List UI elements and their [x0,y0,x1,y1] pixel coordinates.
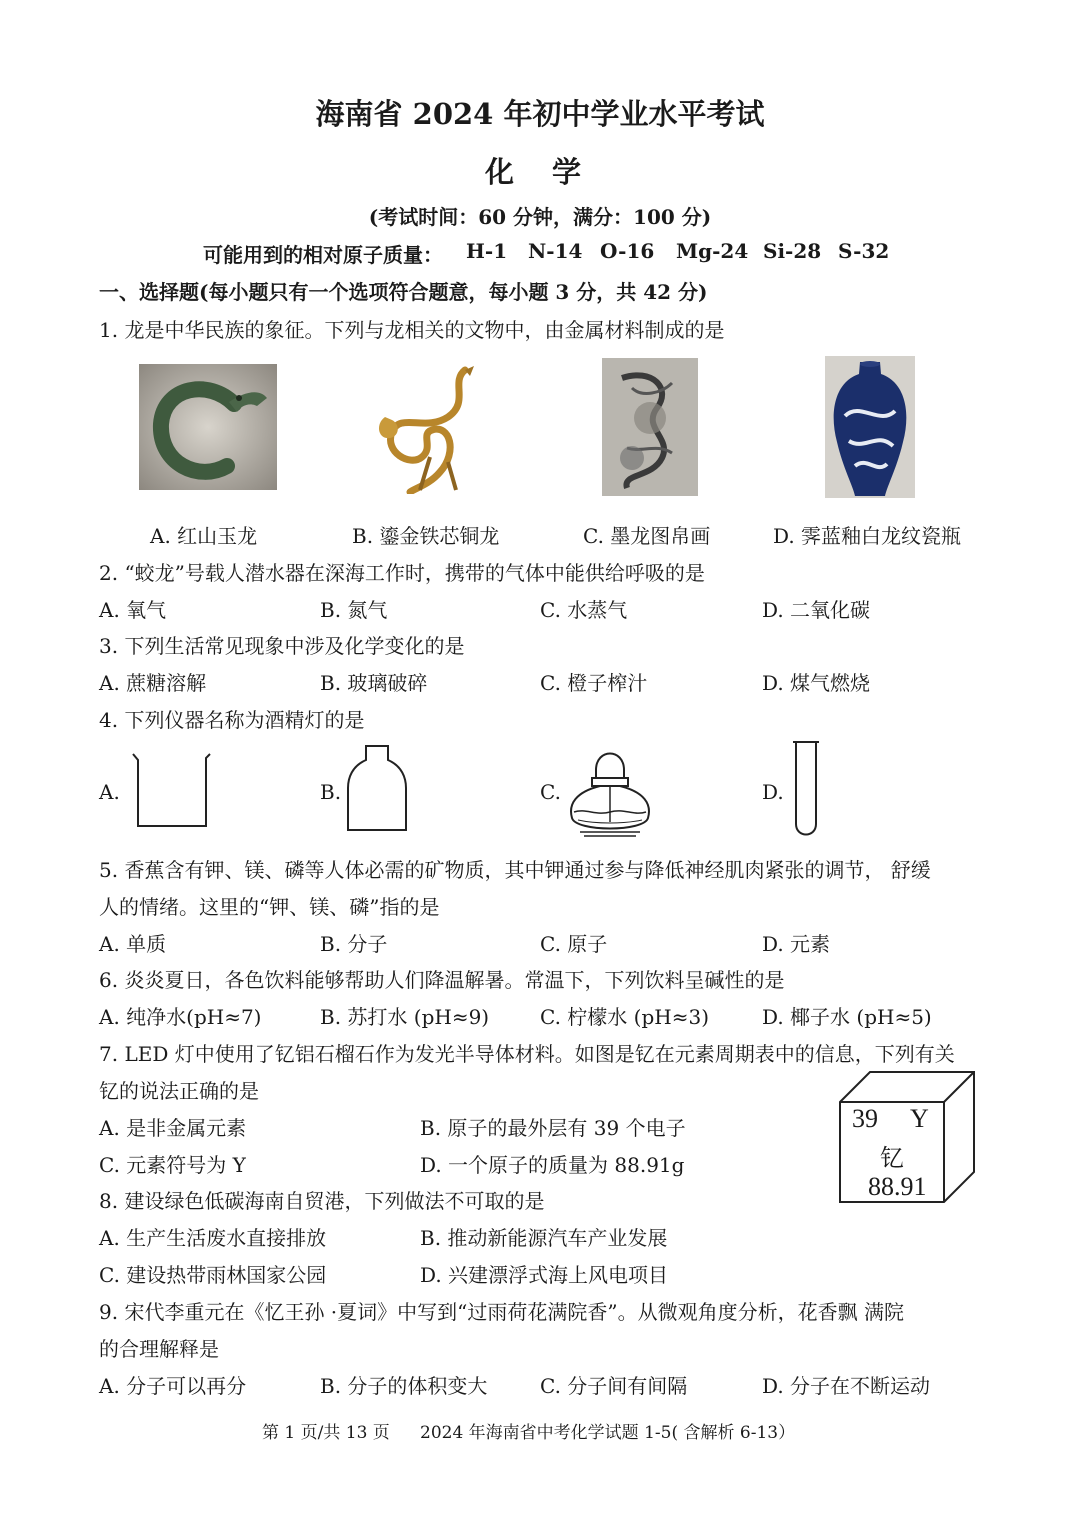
jade-dragon-image [139,364,277,490]
question-6-option-c: C. 柠檬水 (pH≈3) [540,1005,709,1029]
footer-document-title: 2024 年海南省中考化学试题 1-5( 含解析 6-13） [420,1423,796,1443]
element-symbol: Y [910,1104,929,1133]
question-4-option-d: D. [762,780,784,804]
test-tube-icon [790,740,822,840]
question-3-option-d: D. 煤气燃烧 [762,671,871,695]
question-7-stem-line2: 钇的说法正确的是 [99,1079,259,1103]
question-5-option-c: C. 原子 [540,932,608,956]
question-1-option-c: C. 墨龙图帛画 [583,524,711,548]
question-4-option-b: B. [320,780,342,804]
question-5-option-b: B. 分子 [320,932,388,956]
question-7-option-a: A. 是非金属元素 [99,1116,247,1140]
section-title: 一、选择题(每小题只有一个选项符合题意，每小题 3 分，共 42 分) [99,280,708,304]
question-6-option-a: A. 纯净水(pH≈7) [99,1005,262,1029]
question-3-option-a: A. 蔗糖溶解 [99,671,207,695]
question-2-option-a: A. 氧气 [99,598,167,622]
question-2-option-c: C. 水蒸气 [540,598,628,622]
question-2-stem: 2. “蛟龙”号载人潜水器在深海工作时，携带的气体中能供给呼吸的是 [99,561,705,585]
porcelain-vase-image [825,356,915,498]
question-9-option-c: C. 分子间有间隔 [540,1374,688,1398]
question-4-option-c: C. [540,780,561,804]
question-9-option-b: B. 分子的体积变大 [320,1374,488,1398]
question-6-option-b: B. 苏打水 (pH≈9) [320,1005,490,1029]
question-2-option-d: D. 二氧化碳 [762,598,871,622]
question-5-option-d: D. 元素 [762,932,831,956]
exam-info: (考试时间：60 分钟，满分：100 分) [368,205,712,229]
reagent-bottle-icon [346,744,408,834]
atomic-mass-h: H-1 [466,239,508,263]
question-8-option-b: B. 推动新能源汽车产业发展 [420,1226,668,1250]
element-name: 钇 [880,1144,904,1172]
question-8-stem: 8. 建设绿色低碳海南自贸港，下列做法不可取的是 [99,1189,545,1213]
question-8-option-a: A. 生产生活废水直接排放 [99,1226,327,1250]
question-3-option-b: B. 玻璃破碎 [320,671,428,695]
element-card-yttrium [838,1070,976,1204]
beaker-icon [130,752,212,830]
question-1-option-d: D. 霁蓝釉白龙纹瓷瓶 [773,524,962,548]
question-9-stem-line1: 9. 宋代李重元在《忆王孙 ·夏词》中写到“过雨荷花满院香”。从微观角度分析，花香飘 满院 [99,1300,904,1324]
question-4-option-a: A. [99,780,120,804]
question-5-option-a: A. 单质 [99,932,167,956]
atomic-mass-s: S-32 [838,239,890,263]
question-6-option-d: D. 椰子水 (pH≈5) [762,1005,932,1029]
ink-dragon-painting-image [602,358,698,496]
question-7-stem-line1: 7. LED 灯中使用了钇铝石榴石作为发光半导体材料。如图是钇在元素周期表中的信息，下列有关 [99,1042,955,1066]
question-7-option-d: D. 一个原子的质量为 88.91g [420,1153,685,1177]
question-4-stem: 4. 下列仪器名称为酒精灯的是 [99,708,365,732]
question-5-stem-line2: 人的情绪。这里的“钾、镁、磷”指的是 [99,895,440,919]
alcohol-lamp-icon [566,740,654,840]
atomic-mass-si: Si-28 [763,239,822,263]
question-2-option-b: B. 氮气 [320,598,388,622]
atomic-masses-label: 可能用到的相对原子质量： [203,243,443,267]
atomic-mass-mg: Mg-24 [676,239,749,263]
question-3-option-c: C. 橙子榨汁 [540,671,648,695]
gilded-dragon-image [370,362,492,494]
question-3-stem: 3. 下列生活常见现象中涉及化学变化的是 [99,634,465,658]
atomic-mass-o: O-16 [600,239,655,263]
element-atomic-mass: 88.91 [868,1172,927,1201]
question-7-option-b: B. 原子的最外层有 39 个电子 [420,1116,686,1140]
question-8-option-d: D. 兴建漂浮式海上风电项目 [420,1263,669,1287]
question-9-option-a: A. 分子可以再分 [99,1374,247,1398]
question-1-option-a: A. 红山玉龙 [150,524,258,548]
question-8-option-c: C. 建设热带雨林国家公园 [99,1263,327,1287]
question-1-option-b: B. 鎏金铁芯铜龙 [352,524,500,548]
footer-page-number: 第 1 页/共 13 页 [262,1423,390,1443]
atomic-mass-n: N-14 [528,239,583,263]
question-9-stem-line2: 的合理解释是 [99,1337,219,1361]
question-5-stem-line1: 5. 香蕉含有钾、镁、磷等人体必需的矿物质，其中钾通过参与降低神经肌肉紧张的调节， 舒缓 [99,858,931,882]
element-atomic-number: 39 [852,1104,878,1133]
question-6-stem: 6. 炎炎夏日，各色饮料能够帮助人们降温解暑。常温下，下列饮料呈碱性的是 [99,968,785,992]
exam-title: 海南省 2024 年初中学业水平考试 [315,97,765,131]
question-9-option-d: D. 分子在不断运动 [762,1374,931,1398]
question-7-option-c: C. 元素符号为 Y [99,1153,246,1177]
subject-title: 化 学 [484,155,596,189]
question-1-stem: 1. 龙是中华民族的象征。下列与龙相关的文物中，由金属材料制成的是 [99,318,725,342]
